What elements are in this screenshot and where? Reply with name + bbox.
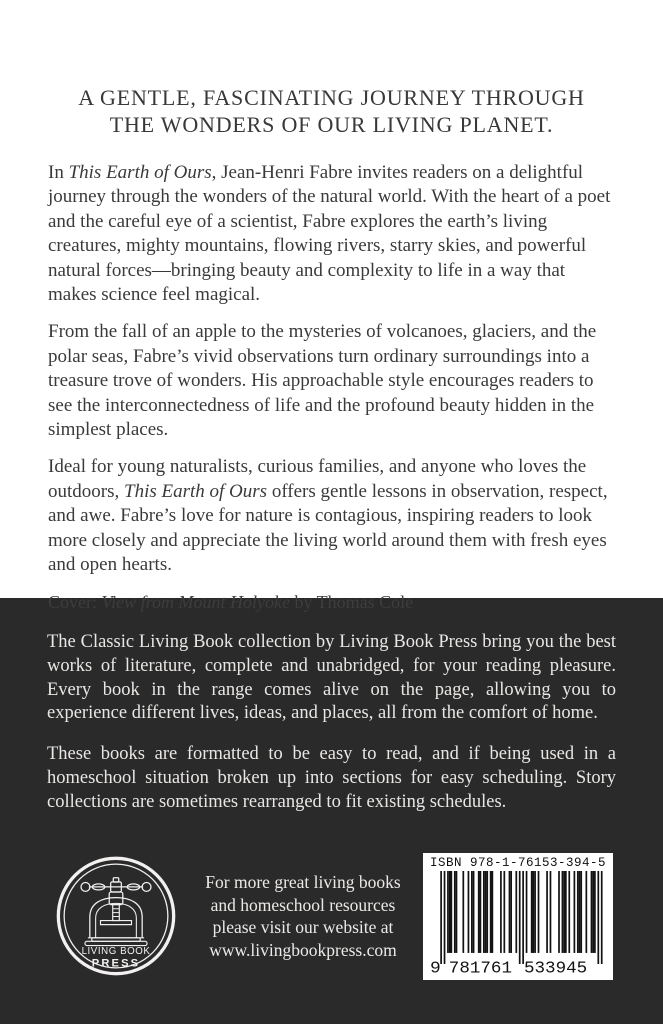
isbn-label: ISBN 978-1-76153-394-5 [430, 855, 607, 870]
synopsis-text [48, 161, 615, 578]
website-blurb [179, 871, 423, 961]
website-line-1: For more great living books [205, 872, 401, 893]
publisher-footer-row [47, 853, 616, 980]
tagline-line-2: THE WONDERS OF OUR LIVING PLANET. [109, 112, 554, 137]
synopsis-paragraph-1: In This Earth of Ours, Jean-Henri Fabre invites readers on a delightful journey through the wonders of the natural world. With the heart of a poet and the careful eye of a scientist, Fabre explores the earth’s living creatures, mighty mountains, flowing rivers, starry skies, and powerful natural forces—bringing beauty and complexity to life in a way that makes science feel magical. [48, 162, 611, 306]
logo-text-press: PRESS [91, 957, 141, 970]
website-line-3: please visit our website at [212, 917, 394, 938]
publisher-panel [0, 598, 663, 1024]
logo-text-living-book: LIVING BOOK [81, 945, 151, 957]
publisher-paragraph-1: The Classic Living Book collection by Living Book Press bring you the best works of literature, complete and unabridged, for your reading pleasure. Every book in the range comes alive on the page, allowing you to experience different lives, ideas, and places, all from the comfort of home. [47, 632, 616, 724]
website-url: www.livingbookpress.com [209, 939, 397, 960]
synopsis-paragraph-3: Ideal for young naturalists, curious families, and anyone who loves the outdoors, This Earth of Ours offers gentle lessons in observation, respect, and awe. Fabre’s love for nature is contagious, inspiring readers to look more closely and appreciate the living world around them with fresh eyes and open hearts. [48, 456, 608, 576]
synopsis-paragraph-2: From the fall of an apple to the mysteries of volcanoes, glaciers, and the polar seas, Fabre’s vivid observations turn ordinary surroundings into a treasure trove of wonders. His approachable style encourages readers to see the interconnectedness of life and the profound beauty hidden in the simplest places. [48, 321, 597, 441]
svg-text:781761: 781761 [448, 959, 513, 975]
svg-text:9: 9 [430, 959, 441, 975]
book-press-icon [53, 853, 179, 979]
tagline-line-1: A GENTLE, FASCINATING JOURNEY THROUGH [78, 85, 585, 110]
living-book-press-logo [53, 853, 179, 979]
ean13-bars [430, 871, 606, 975]
tagline-heading [48, 84, 615, 138]
website-line-2: and homeschool resources [210, 894, 396, 915]
svg-text:533945: 533945 [523, 959, 588, 975]
publisher-paragraph-2: These books are formatted to be easy to read, and if being used in a homeschool situation broken up into sections for easy scheduling. Story collections are sometimes rearranged to fit existing schedules. [47, 744, 616, 812]
isbn-barcode [423, 853, 613, 980]
cover-art-credit: Cover: View from Mount Holyoke by Thomas Cole [48, 591, 414, 612]
